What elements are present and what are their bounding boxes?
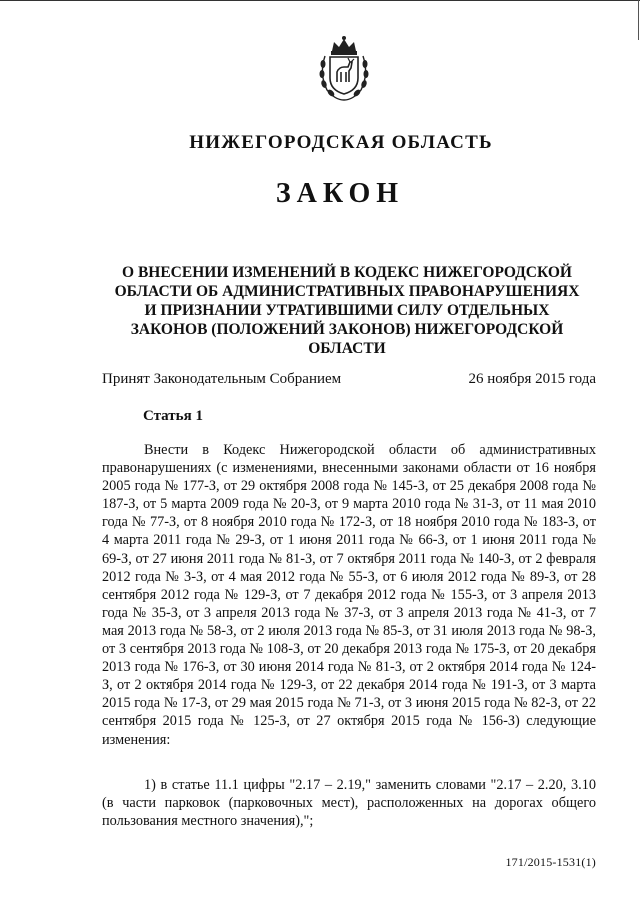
scan-edge-top	[0, 0, 640, 1]
law-title: О ВНЕСЕНИИ ИЗМЕНЕНИЙ В КОДЕКС НИЖЕГОРОДСКОЙ ОБЛАСТИ ОБ АДМИНИСТРАТИВНЫХ ПРАВОНАРУШЕНИЯХ И ПРИЗНАНИИ УТРАТИВШИМИ СИЛУ ОТДЕЛЬНЫХ ЗАКОНОВ (ПОЛОЖЕНИЙ ЗАКОНОВ) НИЖЕГОРОДСКОЙ ОБЛАСТИ	[114, 264, 580, 357]
coat-of-arms-icon	[313, 34, 375, 104]
adoption-body: Принят Законодательным Собранием	[102, 371, 342, 387]
region-name: НИЖЕГОРОДСКАЯ ОБЛАСТЬ	[189, 132, 493, 153]
amendment-item-1: 1) в статье 11.1 цифры "2.17 – 2.19," заменить словами "2.17 – 2.20, 3.10 (в части парковок (парковочных мест), расположенных на дорогах общего пользования местного значения),";	[102, 777, 596, 830]
article-heading: Статья 1	[143, 408, 203, 424]
document-type: ЗАКОН	[275, 178, 405, 209]
article-body	[102, 441, 596, 749]
scan-edge-right	[638, 0, 639, 40]
article-intro-paragraph: Внести в Кодекс Нижегородской области об административных правонарушениях (с изменениями, внесенными законами области от 16 ноября 2005 года № 177-З, от 29 октября 2008 года № 145-З, от 25 декабря 2008 года № 187-З, от 5 марта 2009 года № 20-З, от 9 марта 2010 года № 31-З, от 11 мая 2010 года № 77-З, от 8 ноября 2010 года № 172-З, от 18 ноября 2010 года № 183-З, от 4 марта 2011 года № 29-З, от 1 июня 2011 года № 66-З, от 1 июня 2011 года № 69-З, от 27 июня 2011 года № 81-З, от 7 октября 2011 года № 140-З, от 2 февраля 2012 года № 3-З, от 4 мая 2012 года № 55-З, от 6 июля 2012 года № 89-З, от 28 сентября 2012 года № 129-З, от 7 декабря 2012 года № 155-З, от 3 апреля 2013 года № 35-З, от 3 апреля 2013 года № 37-З, от 3 апреля 2013 года № 41-З, от 7 мая 2013 года № 58-З, от 2 июля 2013 года № 85-З, от 31 июля 2013 года № 98-З, от 3 сентября 2013 года № 108-З, от 20 декабря 2013 года № 175-З, от 20 декабря 2013 года № 176-З, от 30 июня 2014 года № 81-З, от 2 октября 2014 года № 124-З, от 2 октября 2014 года № 129-З, от 22 декабря 2014 года № 191-З, от 3 марта 2015 года № 17-З, от 29 мая 2015 года № 71-З, от 3 июня 2015 года № 82-З, от 22 сентября 2015 года № 125-З, от 27 октября 2015 года № 156-З) следующие изменения:	[102, 442, 596, 748]
document-number: 171/2015-1531(1)	[505, 855, 596, 869]
adoption-date: 26 ноября 2015 года	[468, 371, 596, 387]
